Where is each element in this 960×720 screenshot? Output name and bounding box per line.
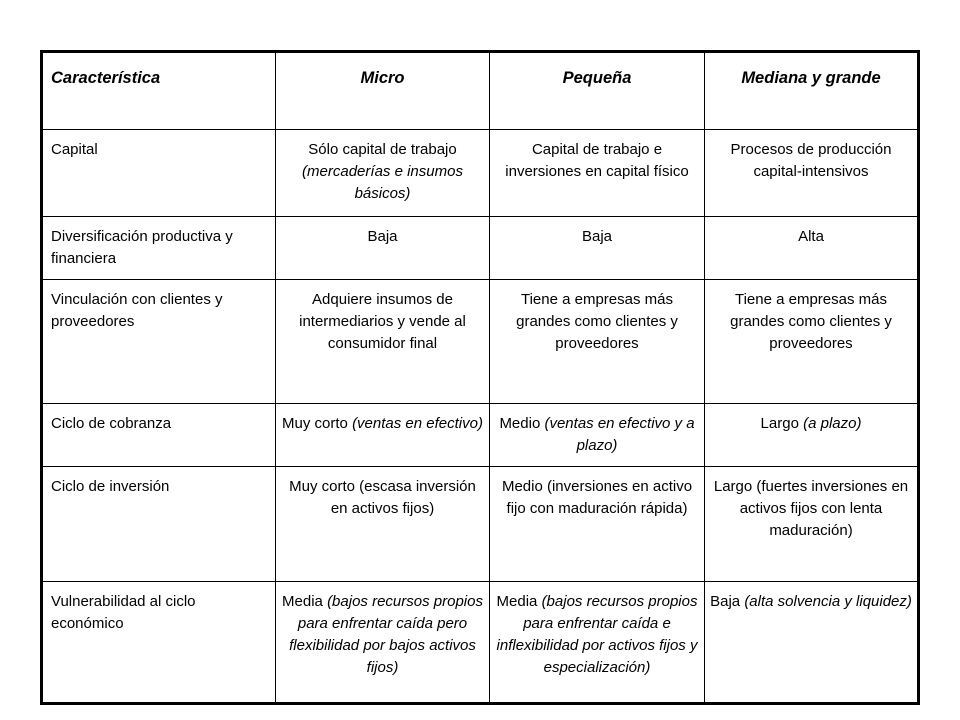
cell-italic-text: (mercaderías e insumos básicos)	[302, 163, 463, 202]
header-pequena: Pequeña	[490, 52, 705, 130]
cell-text: Capital de trabajo e inversiones en capital físico	[505, 141, 689, 180]
cell-pequena	[490, 467, 705, 582]
cell-mediana	[705, 280, 919, 404]
cell-mediana	[705, 467, 919, 582]
cell-text: Baja	[710, 593, 745, 610]
cell-micro	[276, 280, 490, 404]
table-row	[42, 467, 919, 582]
cell-pequena	[490, 130, 705, 217]
cell-pequena	[490, 280, 705, 404]
cell-text: Largo	[760, 415, 804, 432]
cell-pequena	[490, 404, 705, 467]
table-row	[42, 582, 919, 704]
cell-mediana	[705, 217, 919, 280]
cell-italic-text: (alta solvencia y liquidez)	[744, 593, 912, 610]
cell-mediana	[705, 582, 919, 704]
cell-text: Medio	[499, 415, 545, 432]
cell-text: Media	[282, 593, 328, 610]
row-label: Ciclo de inversión	[42, 467, 276, 582]
cell-text: Procesos de producción capital-intensivos	[730, 141, 892, 180]
cell-text: Muy corto	[282, 415, 353, 432]
table-row	[42, 217, 919, 280]
cell-text: Baja	[367, 228, 398, 245]
header-mediana-grande: Mediana y grande	[705, 52, 919, 130]
table-row	[42, 280, 919, 404]
cell-text: Adquiere insumos de intermediarios y vende al consumidor final	[299, 291, 466, 352]
header-caracteristica: Característica	[42, 52, 276, 130]
cell-micro	[276, 404, 490, 467]
comparison-table	[40, 50, 920, 705]
cell-italic-text: (bajos recursos propios para enfrentar caída e inflexibilidad por activos fijos y especialización)	[496, 593, 698, 676]
cell-text: Sólo capital de trabajo	[308, 141, 457, 158]
row-label: Capital	[42, 130, 276, 217]
row-label: Ciclo de cobranza	[42, 404, 276, 467]
row-label: Vinculación con clientes y proveedores	[42, 280, 276, 404]
row-label: Diversificación productiva y financiera	[42, 217, 276, 280]
cell-italic-text: (bajos recursos propios para enfrentar caída pero flexibilidad por bajos activos fijos)	[289, 593, 483, 676]
table-row	[42, 404, 919, 467]
row-label: Vulnerabilidad al ciclo económico	[42, 582, 276, 704]
cell-italic-text: (ventas en efectivo)	[352, 415, 483, 432]
cell-text: Baja	[581, 228, 613, 245]
cell-mediana	[705, 404, 919, 467]
cell-micro	[276, 582, 490, 704]
cell-text: Tiene a empresas más grandes como clientes y proveedores	[730, 291, 892, 352]
header-row	[42, 52, 919, 130]
cell-micro	[276, 130, 490, 217]
cell-italic-text: (a plazo)	[803, 415, 862, 432]
cell-mediana	[705, 130, 919, 217]
cell-text: Tiene a empresas más grandes como clientes y proveedores	[516, 291, 678, 352]
cell-pequena	[490, 582, 705, 704]
cell-italic-text: (ventas en efectivo y a plazo)	[544, 415, 695, 454]
cell-pequena	[490, 217, 705, 280]
cell-micro	[276, 467, 490, 582]
cell-text: Largo (fuertes inversiones en activos fijos con lenta maduración)	[713, 478, 909, 539]
table-row	[42, 130, 919, 217]
cell-text: Medio (inversiones en activo fijo con maduración rápida)	[501, 478, 693, 517]
cell-text: Muy corto (escasa inversión en activos fijos)	[289, 478, 476, 517]
cell-text: Media	[496, 593, 542, 610]
cell-micro	[276, 217, 490, 280]
cell-text: Alta	[798, 228, 824, 245]
header-micro: Micro	[276, 52, 490, 130]
